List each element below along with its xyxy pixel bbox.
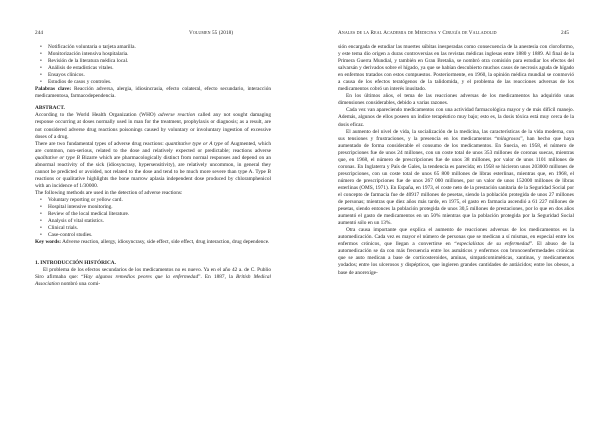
abstract-paragraph-1: According to the World Health Organization (WHO) adverse reaction called any not sought damaging response occurring at doses normally used in man for the treatment, prophylaxis or diagnosis; as a result, are not considered adverse drug reactions poisonings caused by voluntary or involuntary ingestion of excessive doses of a drug. [35,112,271,140]
left-page-number: 244 [35,30,44,36]
body-paragraph-4: El aumento del nivel de vida, la socialización de la medicina, las características de la vida moderna, con sus tensiones y frustraciones, y la presencia en los medicamentos “milagrosos”, han hecho que haya aumentado de forma considerable el consumo de los medicamentos. En Suecia, en 1958, el número de prescripciones fue de unos 24 millones, con un coste total de unos 353 millones de coronas suecas, mientras que, en 1968, el número de prescripciones fue de unos 38 millones, por valor de unos 1101 millones de coronas. En Inglaterra y País de Gales, la tendencia es parecida; en 1958 se hicieron unos 203000 millones de prescripciones, con un coste total de unos 65 800 millones de libras esterlinas, mientras que, en 1968, el número de prescripciones fue de unos 267 000 millones, por un valor de unos 152000 millones de libras esterlinas (OMS, 1971). En España, en 1973, el coste neto de la prestación sanitaria de la Seguridad Social por el concepto de farmacia fue de 40917 millones de pesetas, siendo la población protegida de unos 27 millones de personas; mientras que diez años más tarde, en 1975, el gasto en farmacia ascendió a 61 227 millones de pesetas, siendo entonces la población protegida de unos 30,5 millones de prestaciones, por lo que en dos años aumentó el gasto de medicamentos en un 50% mientras que la población protegida por la Seguridad Social aumentó sólo en un 13%. [338,128,574,227]
body-paragraph-3: Cada vez van apareciendo medicamentos con una actividad farmacológica mayor y de más difícil manejo. Además, algunos de ellos poseen un índice terapéutico muy bajo; esto es, la dosis tóxica está muy cerca de la dosis eficaz. [338,107,574,128]
intro-paragraph: El problema de los efectos secundarios de los medicamentos no es nuevo. Ya en el año 42 a. de C. Publio Siro afirmaba que: “Hay algunos remedios peores que la enfermedad”. En 1887, la British Medical Association nombró una comi- [35,267,271,288]
list-item: • Case-control studies. [35,232,271,239]
right-column [338,44,574,277]
list-item: • Analysis of vital statistics. [35,218,271,225]
list-item: • Estudios de casos y controles. [35,79,271,86]
section-title: 1. INTRODUCCIÓN HISTÓRICA. [35,260,116,267]
list-item: • Review of the local medical literature. [35,211,271,218]
abstract-title: ABSTRACT. [35,105,65,112]
keywords [35,239,271,246]
keywords-label: Key words: [35,239,62,246]
keywords-text: Adverse reaction, allergy, idiosyncrasy, side effect, side effect, drug interaction, drug dependence. [62,239,270,246]
detection-methods-list-en [35,197,271,239]
left-column [35,44,271,289]
right-running-head: Anales de la Real Academia de Medicina y Cirugía de Valladolid [338,30,497,36]
list-item: • Análisis de estadísticas vitales. [35,65,271,72]
body-paragraph-2: En los últimos años, el tema de las reacciones adversas de los medicamentos ha adquirido unas dimensiones considerables, debido a varias razones. [338,93,574,107]
abstract-paragraph-3: The following methods are used in the detection of adverse reactions: [35,189,183,196]
list-item: • Ensayos clínicos. [35,72,271,79]
right-page-number: 245 [561,30,570,36]
list-item: • Notificación voluntaria o tarjeta amarilla. [35,44,271,51]
list-item: • Voluntary reporting or yellow card. [35,197,271,204]
body-paragraph-1: sión encargada de estudiar las muertes súbitas inesperadas como consecuencia de la anestesia con cloroformo, y este tema dio origen a duras controversias en las revistas médicas inglesas entre 1880 y 1889. Al final de la Primera Guerra Mundial, y también en Gran Bretaña, se nombró otra comisión para estudiar los efectos del salvarsán y derivados sobre el hígado, ya que se habían descubierto muchos casos de necrosis aguda de hígado en enfermos tratados con estos compuestos. Posteriormente, en 1960, la opinión médica mundial se conmovió a causa de los efectos teratógenos de la talidomida, y el problema de las reacciones adversas de los medicamentos cobró un interés inusitado. [338,44,574,93]
palabras-clave-label: Palabras clave: [35,86,72,93]
left-running-head: Volumen 55 (2018) [189,30,234,36]
list-item: • Revisión de la literatura médica local. [35,58,271,65]
abstract-paragraph-2: There are two fundamental types of adverse drug reactions: quantitative type or A type of Augmented, which are common, non-serious, related to the dose and relatively expected or predictable; reactions adverse qualitative or type B Bizarre which are pharmacologically distinct from normal responses and depend on an abnormal reactivity of the sick (idiosyncrasy, hypersensitivity), are relatively uncommon, in general they cannot be predicted or avoided, not related to the dose and tend to be much more severe than type A. Type B reactions or qualitative highlights the bone marrow aplasia independent dose produced by chloramphenicol with an incidence of 1/30000. [35,140,271,189]
palabras-clave-text: Reacción adversa, alergia, idiosincrasia, efecto colateral, efecto secundario, interacción medicamentosa, farmacodependencia. [35,86,271,100]
detection-methods-list-es [35,44,271,86]
body-paragraph-5: Otra causa importante que explica el aumento de reacciones adversas de los medicamentos es la automedicación. Cada vez es mayor el número de personas que se medican a sí mismas, en especial entre los enfermos crónicos, que llegan a convertirse en “especialistas de su enfermedad”. El abuso de la automedicación se da con más frecuencia entre los asmáticos y enfermos con broncoenfermedades crónicas que se auto medican a base de corticosteroides, aminas, simpaticomiméticas, xantinas, y medicamentos yodados; entre los ulcerosos y dispépticos, que ingieren grandes cantidades de antiácidos; entre los obesos, a base de anorexíge- [338,227,574,276]
list-item: • Clinical trials. [35,225,271,232]
list-item: • Hospital intensive monitoring. [35,204,271,211]
palabras-clave [35,86,271,100]
list-item: • Monitorización intensiva hospitalaria. [35,51,271,58]
